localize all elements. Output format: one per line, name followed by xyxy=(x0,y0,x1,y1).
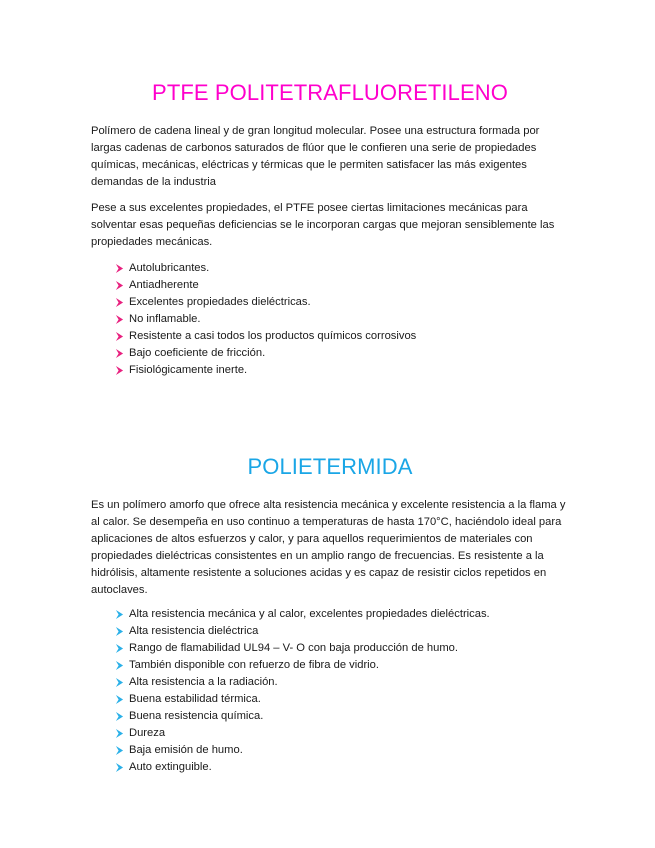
list-item xyxy=(115,708,569,725)
list-item-text: Bajo coeficiente de fricción. xyxy=(129,347,266,359)
list-item-text: Autolubricantes. xyxy=(129,262,210,274)
list-item-text: No inflamable. xyxy=(129,313,201,325)
ptfe-paragraph-2: Pese a sus excelentes propiedades, el PTFE posee ciertas limitaciones mecánicas para solventar esas pequeñas deficiencias se le incorporan cargas que mejoran sensiblemente las propiedades mecánicas. xyxy=(91,202,555,248)
list-item-text: Alta resistencia dieléctrica xyxy=(129,625,259,637)
polietermida-paragraph-1: Es un polímero amorfo que ofrece alta resistencia mecánica y excelente resistencia a la flama y al calor. Se desempeña en uso continuo a temperaturas de hasta 170°C, haciéndolo ideal para aplicaciones de altos esfuerzos y calor, y para aquellos requerimientos de materiales con propiedades dieléctricas consistentes en un amplio rango de frecuencias. Es resistente a la hidrólisis, altamente resistente a soluciones acidas y es capaz de resistir ciclos repetidos en autoclaves. xyxy=(91,499,566,596)
list-item xyxy=(115,640,569,657)
ptfe-section xyxy=(91,80,569,379)
list-item-text: Resistente a casi todos los productos químicos corrosivos xyxy=(129,330,417,342)
arrow-bullet-icon xyxy=(115,264,124,273)
arrow-bullet-icon xyxy=(115,695,124,704)
arrow-bullet-icon xyxy=(115,349,124,358)
list-item xyxy=(115,606,569,623)
arrow-bullet-icon xyxy=(115,678,124,687)
arrow-bullet-icon xyxy=(115,332,124,341)
arrow-bullet-icon xyxy=(115,712,124,721)
arrow-bullet-icon xyxy=(115,763,124,772)
arrow-bullet-icon xyxy=(115,610,124,619)
list-item-text: Rango de flamabilidad UL94 – V- O con baja producción de humo. xyxy=(129,642,458,654)
list-item-text: Dureza xyxy=(129,727,166,739)
list-item xyxy=(115,277,569,294)
list-item-text: Auto extinguible. xyxy=(129,761,212,773)
arrow-bullet-icon xyxy=(115,644,124,653)
list-item-text: Baja emisión de humo. xyxy=(129,744,243,756)
arrow-bullet-icon xyxy=(115,298,124,307)
list-item xyxy=(115,345,569,362)
arrow-bullet-icon xyxy=(115,627,124,636)
list-item xyxy=(115,742,569,759)
list-item xyxy=(115,328,569,345)
polietermida-section xyxy=(91,454,569,776)
arrow-bullet-icon xyxy=(115,661,124,670)
list-item xyxy=(115,657,569,674)
list-item-text: Antiadherente xyxy=(129,279,199,291)
list-item xyxy=(115,691,569,708)
ptfe-title: PTFE POLITETRAFLUORETILENO xyxy=(152,80,508,105)
list-item xyxy=(115,725,569,742)
list-item-text: Excelentes propiedades dieléctricas. xyxy=(129,296,311,308)
list-item xyxy=(115,294,569,311)
list-item-text: Buena resistencia química. xyxy=(129,710,264,722)
polietermida-properties-list xyxy=(91,606,569,776)
ptfe-paragraph-1: Polímero de cadena lineal y de gran longitud molecular. Posee una estructura formada por largas cadenas de carbonos saturados de flúor que le confieren una serie de propiedades químicas, mecánicas, eléctricas y térmicas que le permiten satisfacer las más exigentes demandas de la industria xyxy=(91,125,540,188)
list-item xyxy=(115,623,569,640)
polietermida-title: POLIETERMIDA xyxy=(247,454,413,479)
list-item-text: Buena estabilidad térmica. xyxy=(129,693,261,705)
list-item xyxy=(115,260,569,277)
list-item-text: Fisiológicamente inerte. xyxy=(129,364,248,376)
arrow-bullet-icon xyxy=(115,729,124,738)
list-item xyxy=(115,311,569,328)
list-item xyxy=(115,674,569,691)
arrow-bullet-icon xyxy=(115,281,124,290)
arrow-bullet-icon xyxy=(115,315,124,324)
list-item xyxy=(115,759,569,776)
list-item-text: Alta resistencia a la radiación. xyxy=(129,676,278,688)
list-item-text: Alta resistencia mecánica y al calor, excelentes propiedades dieléctricas. xyxy=(129,608,490,620)
arrow-bullet-icon xyxy=(115,746,124,755)
list-item xyxy=(115,362,569,379)
ptfe-properties-list xyxy=(91,260,569,379)
list-item-text: También disponible con refuerzo de fibra de vidrio. xyxy=(129,659,379,671)
arrow-bullet-icon xyxy=(115,366,124,375)
